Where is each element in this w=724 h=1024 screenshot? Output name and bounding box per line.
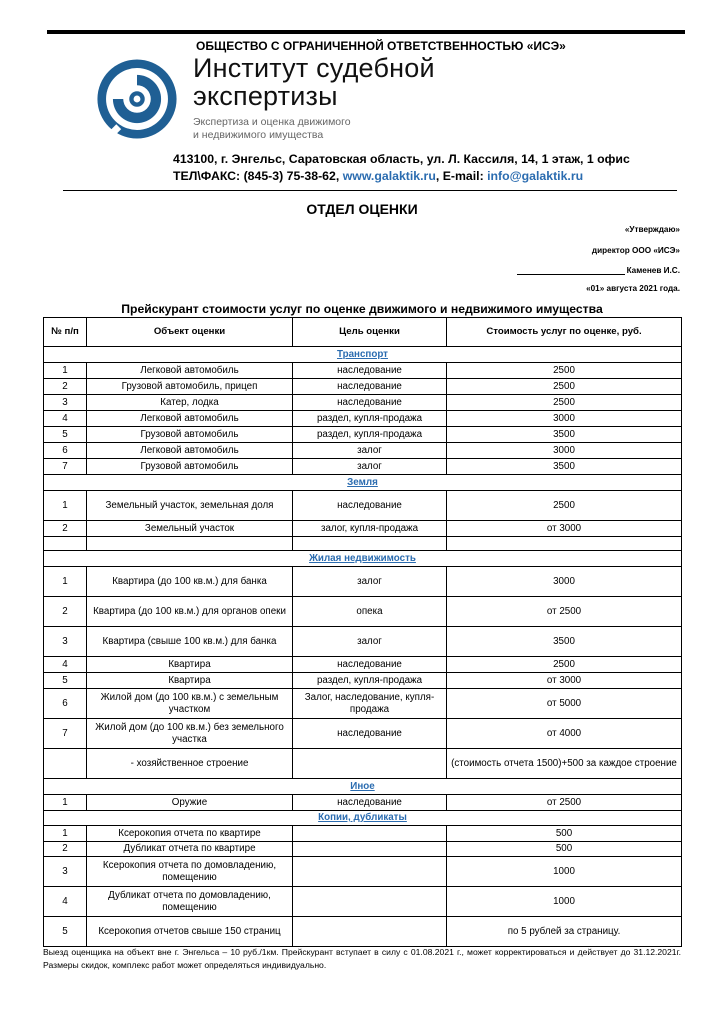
signature-line xyxy=(517,266,625,275)
institute-logo-icon xyxy=(94,56,180,142)
cell-cost: 3500 xyxy=(447,427,682,443)
table-row xyxy=(44,749,682,779)
table-row xyxy=(44,567,682,597)
cell-number: 4 xyxy=(44,887,87,917)
cell-cost: 2500 xyxy=(447,395,682,411)
cell-purpose: залог xyxy=(293,459,447,475)
cell-cost: 2500 xyxy=(447,657,682,673)
cell-cost: 500 xyxy=(447,842,682,857)
table-row xyxy=(44,411,682,427)
cell-number: 5 xyxy=(44,917,87,947)
cell-cost: 500 xyxy=(447,826,682,842)
cell-purpose: наследование xyxy=(293,379,447,395)
cell-cost: 3500 xyxy=(447,459,682,475)
cell-cost: от 2500 xyxy=(447,597,682,627)
cell-object: Жилой дом (до 100 кв.м.) с земельным участком xyxy=(87,689,293,719)
table-row xyxy=(44,673,682,689)
cell-cost: 2500 xyxy=(447,491,682,521)
cell-number: 1 xyxy=(44,826,87,842)
email-label: , E-mail: xyxy=(435,169,488,183)
cell-purpose: наследование xyxy=(293,491,447,521)
cell-object: Жилой дом (до 100 кв.м.) без земельного участка xyxy=(87,719,293,749)
cell-object: Земельный участок, земельная доля xyxy=(87,491,293,521)
company-name: ОБЩЕСТВО С ОГРАНИЧЕННОЙ ОТВЕТСТВЕННОСТЬЮ «ИСЭ» xyxy=(196,39,566,53)
price-table-body xyxy=(44,347,682,947)
company-address: 413100, г. Энгельс, Саратовская область, ул. Л. Кассиля, 14, 1 этаж, 1 офис xyxy=(173,152,630,166)
cell-number: 4 xyxy=(44,411,87,427)
cell-purpose xyxy=(293,749,447,779)
approval-line-signature xyxy=(517,266,680,275)
section-title: Транспорт xyxy=(337,348,388,360)
email-link[interactable]: info@galaktik.ru xyxy=(487,169,584,183)
cell-object: Квартира xyxy=(87,657,293,673)
cell-object: Ксерокопия отчетов свыше 150 страниц xyxy=(87,917,293,947)
section-row-housing xyxy=(44,551,682,567)
cell-purpose: залог xyxy=(293,567,447,597)
table-row xyxy=(44,826,682,842)
table-row xyxy=(44,443,682,459)
cell-object: Квартира (до 100 кв.м.) для банка xyxy=(87,567,293,597)
cell-number xyxy=(44,749,87,779)
cell-object: Катер, лодка xyxy=(87,395,293,411)
empty-cell xyxy=(447,537,682,551)
cell-object: Квартира xyxy=(87,673,293,689)
cell-number: 2 xyxy=(44,521,87,537)
table-row xyxy=(44,689,682,719)
table-row xyxy=(44,627,682,657)
table-row xyxy=(44,842,682,857)
cell-object: Грузовой автомобиль xyxy=(87,459,293,475)
cell-number: 7 xyxy=(44,459,87,475)
table-row xyxy=(44,363,682,379)
department-title: ОТДЕЛ ОЦЕНКИ xyxy=(306,201,418,217)
section-row-land xyxy=(44,475,682,491)
cell-purpose xyxy=(293,826,447,842)
empty-cell xyxy=(293,537,447,551)
cell-cost: 1000 xyxy=(447,857,682,887)
empty-row xyxy=(44,537,682,551)
empty-cell xyxy=(44,537,87,551)
phone-fax: ТЕЛ\ФАКС: (845-3) 75-38-62, xyxy=(173,169,343,183)
cell-object: Квартира (свыше 100 кв.м.) для банка xyxy=(87,627,293,657)
table-row xyxy=(44,395,682,411)
cell-purpose: залог, купля-продажа xyxy=(293,521,447,537)
cell-cost: от 2500 xyxy=(447,795,682,811)
cell-purpose: залог xyxy=(293,627,447,657)
cell-cost: по 5 рублей за страницу. xyxy=(447,917,682,947)
cell-cost: от 3000 xyxy=(447,521,682,537)
cell-number: 7 xyxy=(44,719,87,749)
footer-notes: Выезд оценщика на объект вне г. Энгельса – 10 руб./1км. Прейскурант вступает в силу с 01.08.2021 г., может корректироваться и действует до 31.12.2021г. Размеры скидок, комплекс работ может определяться индивидуально. xyxy=(43,947,681,970)
table-row xyxy=(44,521,682,537)
header-cost: Стоимость услуг по оценке, руб. xyxy=(447,318,682,347)
cell-cost: 2500 xyxy=(447,379,682,395)
cell-number: 2 xyxy=(44,597,87,627)
approval-line-approve: «Утверждаю» xyxy=(624,225,680,234)
company-contacts xyxy=(173,169,583,183)
table-row xyxy=(44,887,682,917)
cell-purpose: раздел, купля-продажа xyxy=(293,427,447,443)
cell-cost: 3500 xyxy=(447,627,682,657)
approval-line-date: «01» августа 2021 года. xyxy=(586,284,680,293)
cell-object: - хозяйственное строение xyxy=(87,749,293,779)
header-number: № п/п xyxy=(44,318,87,347)
cell-number: 4 xyxy=(44,657,87,673)
cell-purpose xyxy=(293,857,447,887)
cell-object: Легковой автомобиль xyxy=(87,363,293,379)
cell-purpose: наследование xyxy=(293,395,447,411)
section-title: Земля xyxy=(347,476,378,488)
section-row-copies xyxy=(44,811,682,826)
cell-cost: 3000 xyxy=(447,411,682,427)
table-row xyxy=(44,917,682,947)
cell-object: Ксерокопия отчета по квартире xyxy=(87,826,293,842)
cell-number: 6 xyxy=(44,443,87,459)
cell-purpose: раздел, купля-продажа xyxy=(293,673,447,689)
cell-number: 1 xyxy=(44,795,87,811)
approval-line-position: директор ООО «ИСЭ» xyxy=(591,246,680,255)
cell-purpose: наследование xyxy=(293,363,447,379)
cell-number: 1 xyxy=(44,567,87,597)
section-title: Копии, дубликаты xyxy=(318,812,407,823)
brand-tagline-line2: и недвижимого имущества xyxy=(193,129,324,141)
cell-object: Легковой автомобиль xyxy=(87,411,293,427)
cell-number: 1 xyxy=(44,363,87,379)
section-row-transport xyxy=(44,347,682,363)
cell-number: 3 xyxy=(44,857,87,887)
cell-object: Земельный участок xyxy=(87,521,293,537)
cell-object: Дубликат отчета по квартире xyxy=(87,842,293,857)
cell-number: 6 xyxy=(44,689,87,719)
header-object: Объект оценки xyxy=(87,318,293,347)
cell-purpose: наследование xyxy=(293,657,447,673)
cell-cost: от 4000 xyxy=(447,719,682,749)
table-row xyxy=(44,427,682,443)
cell-purpose: раздел, купля-продажа xyxy=(293,411,447,427)
table-row xyxy=(44,857,682,887)
cell-number: 3 xyxy=(44,395,87,411)
price-table xyxy=(43,317,682,947)
cell-cost: 3000 xyxy=(447,567,682,597)
cell-purpose xyxy=(293,887,447,917)
brand-title-line1: Институт судебной xyxy=(193,53,435,83)
cell-purpose: наследование xyxy=(293,719,447,749)
website-link[interactable]: www.galaktik.ru xyxy=(342,169,436,183)
table-row xyxy=(44,379,682,395)
cell-cost: (стоимость отчета 1500)+500 за каждое строение xyxy=(447,749,682,779)
section-title: Жилая недвижимость xyxy=(309,552,416,564)
cell-cost: 1000 xyxy=(447,887,682,917)
header-divider xyxy=(63,190,677,191)
table-row xyxy=(44,597,682,627)
cell-cost: от 5000 xyxy=(447,689,682,719)
top-rule xyxy=(47,30,685,34)
table-row xyxy=(44,491,682,521)
brand-title-line2: экспертизы xyxy=(193,81,338,111)
cell-purpose: залог xyxy=(293,443,447,459)
cell-number: 5 xyxy=(44,427,87,443)
cell-number: 3 xyxy=(44,627,87,657)
cell-object: Грузовой автомобиль xyxy=(87,427,293,443)
cell-purpose xyxy=(293,917,447,947)
cell-purpose: наследование xyxy=(293,795,447,811)
cell-object: Квартира (до 100 кв.м.) для органов опеки xyxy=(87,597,293,627)
cell-cost: 3000 xyxy=(447,443,682,459)
director-name: Каменев И.С. xyxy=(626,266,680,275)
empty-cell xyxy=(87,537,293,551)
section-title: Иное xyxy=(350,780,375,792)
cell-number: 1 xyxy=(44,491,87,521)
table-row xyxy=(44,657,682,673)
header-purpose: Цель оценки xyxy=(293,318,447,347)
cell-purpose xyxy=(293,842,447,857)
cell-number: 2 xyxy=(44,842,87,857)
cell-purpose: опека xyxy=(293,597,447,627)
cell-number: 2 xyxy=(44,379,87,395)
section-row-other xyxy=(44,779,682,795)
cell-purpose: Залог, наследование, купля-продажа xyxy=(293,689,447,719)
cell-object: Дубликат отчета по домовладению, помещению xyxy=(87,887,293,917)
table-header-row xyxy=(44,318,682,347)
cell-object: Грузовой автомобиль, прицеп xyxy=(87,379,293,395)
cell-number: 5 xyxy=(44,673,87,689)
price-list-title: Прейскурант стоимости услуг по оценке движимого и недвижимого имущества xyxy=(121,302,603,316)
cell-object: Оружие xyxy=(87,795,293,811)
cell-object: Легковой автомобиль xyxy=(87,443,293,459)
cell-object: Ксерокопия отчета по домовладению, помещению xyxy=(87,857,293,887)
table-row xyxy=(44,719,682,749)
table-row xyxy=(44,459,682,475)
table-row xyxy=(44,795,682,811)
cell-cost: от 3000 xyxy=(447,673,682,689)
cell-cost: 2500 xyxy=(447,363,682,379)
brand-tagline-line1: Экспертиза и оценка движимого xyxy=(193,116,351,128)
